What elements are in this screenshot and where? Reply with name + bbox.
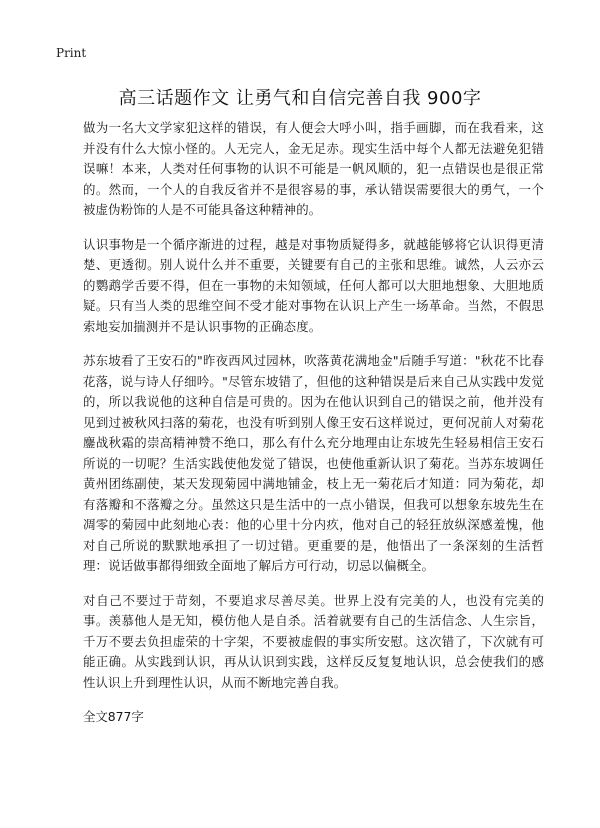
paragraph: 苏东坡看了王安石的"昨夜西风过园林，吹落黄花满地金"后随手写道："秋花不比春花落，说与诗人仔细吟。"尽管东坡错了，但他的这种错误是后来自己从实践中发觉的，所以我说他的这种自信是可贵的。因为在他认识到自己的错误之前，他并没有见到过被秋风扫落的菊花，也没有听到别人像王安石这样说过，更何况前人对菊花鏖战秋霜的崇高精神赞不绝口，那么有什么充分地理由让东坡先生轻易相信王安石所说的一切呢？生活实践使他发觉了错误，也使他重新认识了菊花。当苏东坡调任黄州团练副使，某天发现菊园中满地铺金，枝上无一菊花后才知道：同为菊花，却有落瓣和不落瓣之分。虽然这只是生活中的一点小错误，但我可以想象东坡先生在凋零的菊园中此刻地心表：他的心里十分内疚，他对自己的轻狂放纵深感羞愧，他对自己所说的默默地承担了一切过错。更重要的是，他悟出了一条深刻的生活哲理：说话做事都得细致全面地了解后方可行动，切忌以偏概全。	[83, 353, 544, 573]
document-title: 高三话题作文 让勇气和自信完善自我 900字	[118, 88, 482, 109]
print-label: Print	[56, 46, 87, 60]
paragraph: 认识事物是一个循序渐进的过程，越是对事物质疑得多，就越能够将它认识得更清楚、更透彻。别人说什么并不重要，关键要有自己的主张和思维。诚然，人云亦云的鹦鹉学舌要不得，但在一事物的未知领域，任何人都可以大胆地想象、大胆地质疑。只有当人类的思维空间不受才能对事物在认识上产生一场革命。当然，不假思索地妄加揣测并不是认识事物的正确态度。	[83, 236, 544, 334]
paragraph: 对自己不要过于苛刻，不要追求尽善尽美。世界上没有完美的人，也没有完美的事。羡慕他人是无知，模仿他人是自杀。活着就要有自己的生活信念、人生宗旨，千万不要去负担虚荣的十字架，不要被虚假的事实所安慰。这次错了，下次就有可能正确。从实践到认识，再从认识到实践，这样反反复复地认识，总会使我们的感性认识上升到理性认识，从而不断地完善自我。	[83, 592, 544, 690]
word-count: 全文877字	[83, 709, 144, 724]
document-body	[83, 118, 544, 727]
paragraph: 做为一名大文学家犯这样的错误，有人便会大呼小叫，指手画脚，而在我看来，这并没有什么大惊小怪的。人无完人，金无足赤。现实生活中每个人都无法避免犯错误嘛！本来，人类对任何事物的认识不可能是一帆风顺的，犯一点错误也是很正常的。然而，一个人的自我反省并不是很容易的事，承认错误需要很大的勇气，一个被虚伪粉饰的人是不可能具备这种精神的。	[83, 120, 544, 217]
